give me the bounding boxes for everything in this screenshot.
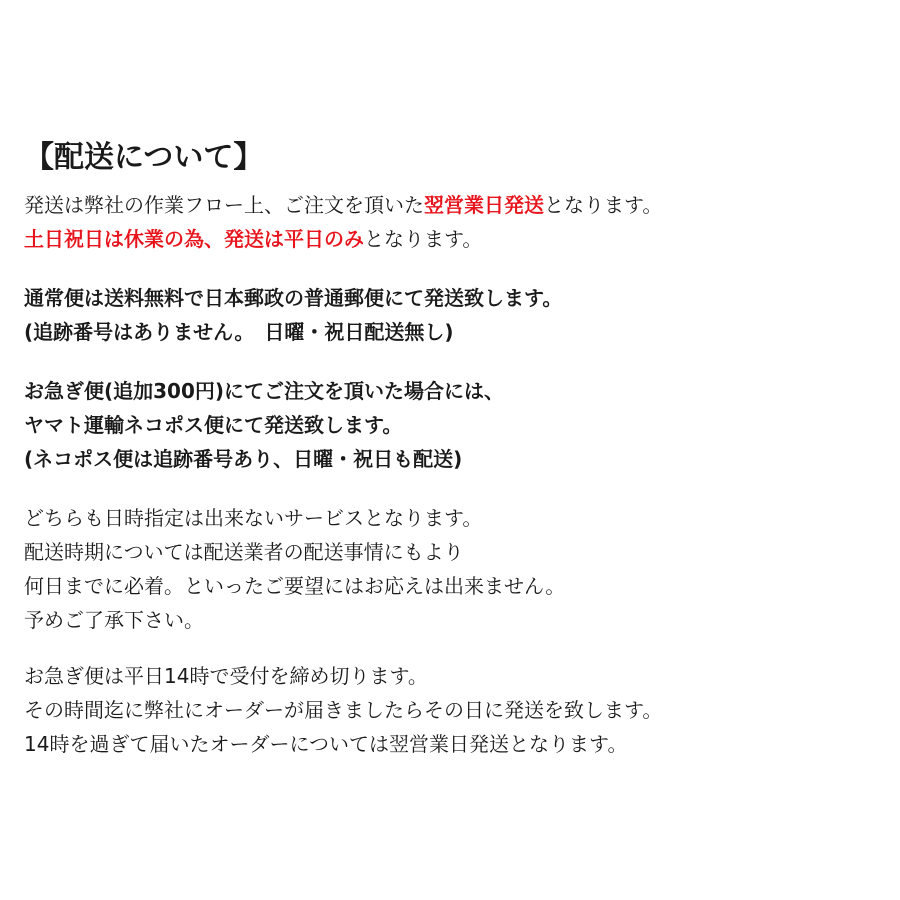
text-segment: 発送は弊社の作業フロー上、ご注文を頂いた [24, 193, 424, 217]
spacer [24, 476, 884, 501]
after-cutoff-line: 14時を過ぎて届いたオーダーについては翌営業日発送となります。 [24, 732, 628, 756]
standard-shipping-line: 通常便は送料無料で日本郵政の普通郵便にて発送致します。 [24, 286, 563, 310]
text-segment: となります。 [544, 193, 663, 217]
no-date-specification-line: どちらも日時指定は出来ないサービスとなります。 [24, 506, 483, 530]
page-title: 【配送について】 [24, 140, 264, 175]
acknowledgement-line: 予めご了承下さい。 [24, 608, 204, 632]
standard-shipping-note: (追跡番号はありません。 日曜・祝日配送無し) [24, 320, 454, 344]
text-segment: となります。 [364, 227, 483, 251]
spacer [24, 637, 884, 659]
shipping-policy-line [24, 188, 884, 222]
cutoff-time-line: お急ぎ便は平日14時で受付を締め切ります。 [24, 664, 428, 688]
express-carrier-line: ヤマト運輸ネコポス便にて発送致します。 [24, 413, 403, 437]
spacer [24, 349, 884, 374]
highlight-holiday-notice: 土日祝日は休業の為、発送は平日のみ [24, 227, 364, 251]
express-shipping-line: お急ぎ便(追加300円)にてご注文を頂いた場合には、 [24, 379, 505, 403]
holiday-notice-line [24, 222, 884, 256]
same-day-shipping-line: その時間迄に弊社にオーダーが届きましたらその日に発送を致します。 [24, 698, 663, 722]
shipping-info [24, 138, 884, 761]
express-shipping-note: (ネコポス便は追跡番号あり、日曜・祝日も配送) [24, 447, 463, 471]
no-guarantee-line: 何日までに必着。といったご要望にはお応えは出来ません。 [24, 574, 566, 598]
delivery-timing-line: 配送時期については配送業者の配送事情にもより [24, 540, 464, 564]
spacer [24, 256, 884, 281]
highlight-next-business-day: 翌営業日発送 [424, 193, 544, 217]
